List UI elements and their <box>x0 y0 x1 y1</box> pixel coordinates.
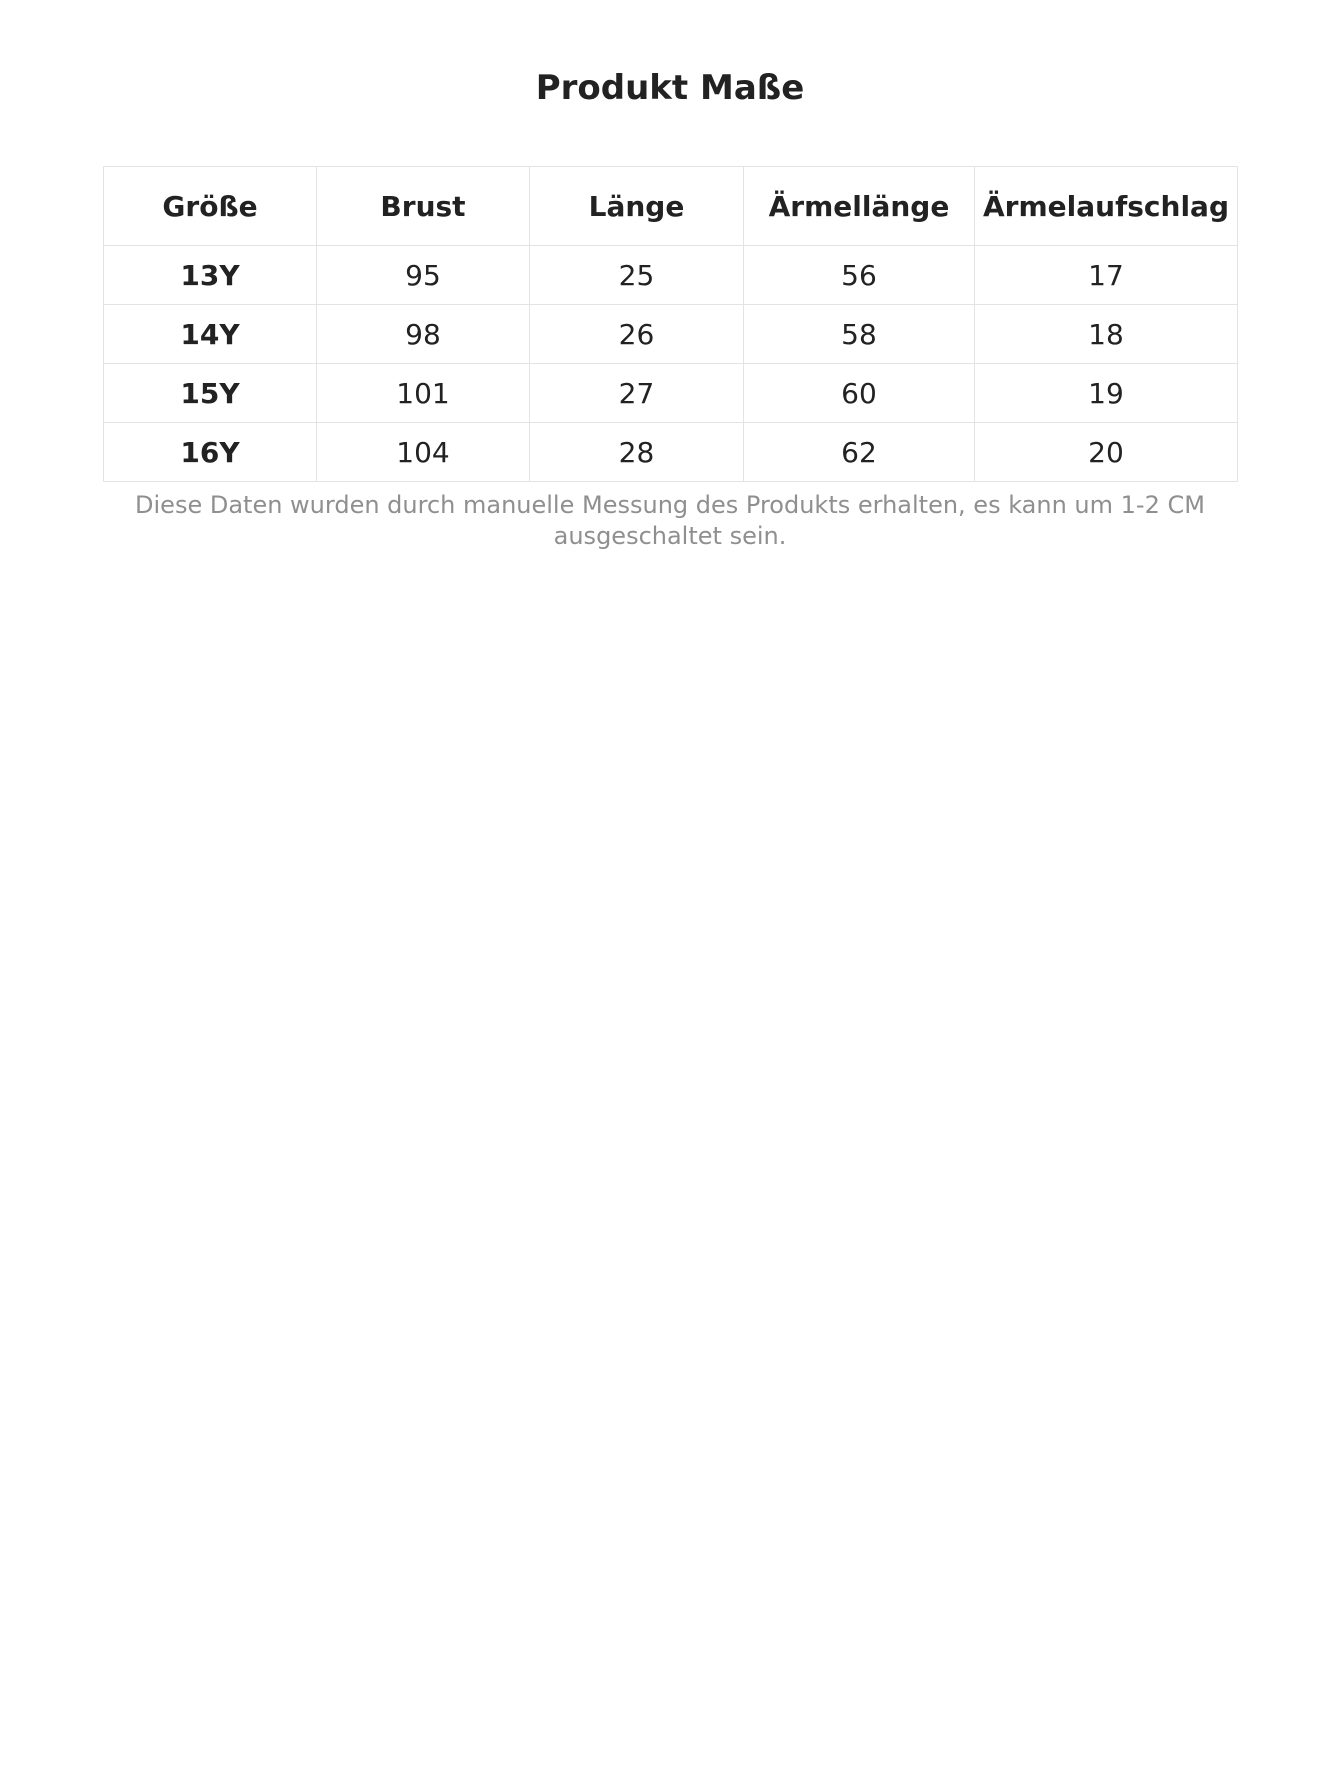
laenge-cell: 27 <box>530 364 744 423</box>
aermellaenge-cell: 62 <box>744 423 975 482</box>
header-brust: Brust <box>317 167 530 246</box>
aermelaufschlag-cell: 18 <box>975 305 1238 364</box>
table-row <box>104 364 1238 423</box>
brust-cell: 101 <box>317 364 530 423</box>
laenge-cell: 28 <box>530 423 744 482</box>
aermelaufschlag-cell: 20 <box>975 423 1238 482</box>
size-table <box>103 166 1238 482</box>
measurement-note <box>0 490 1340 552</box>
brust-cell: 95 <box>317 246 530 305</box>
header-laenge: Länge <box>530 167 744 246</box>
table-row <box>104 246 1238 305</box>
laenge-cell: 25 <box>530 246 744 305</box>
header-aermellaenge: Ärmellänge <box>744 167 975 246</box>
table-row <box>104 305 1238 364</box>
size-cell: 14Y <box>104 305 317 364</box>
measurement-note-line-1: Diese Daten wurden durch manuelle Messung des Produkts erhalten, es kann um 1-2 CM <box>135 491 1205 519</box>
laenge-cell: 26 <box>530 305 744 364</box>
size-cell: 15Y <box>104 364 317 423</box>
measurement-note-line-2: ausgeschaltet sein. <box>553 522 787 550</box>
aermelaufschlag-cell: 19 <box>975 364 1238 423</box>
size-cell: 13Y <box>104 246 317 305</box>
size-cell: 16Y <box>104 423 317 482</box>
aermelaufschlag-cell: 17 <box>975 246 1238 305</box>
aermellaenge-cell: 60 <box>744 364 975 423</box>
brust-cell: 104 <box>317 423 530 482</box>
page-title: Produkt Maße <box>535 68 805 108</box>
header-groesse: Größe <box>104 167 317 246</box>
brust-cell: 98 <box>317 305 530 364</box>
aermellaenge-cell: 56 <box>744 246 975 305</box>
table-header-row <box>104 167 1238 246</box>
header-aermelaufschlag: Ärmelaufschlag <box>975 167 1238 246</box>
table-row <box>104 423 1238 482</box>
aermellaenge-cell: 58 <box>744 305 975 364</box>
